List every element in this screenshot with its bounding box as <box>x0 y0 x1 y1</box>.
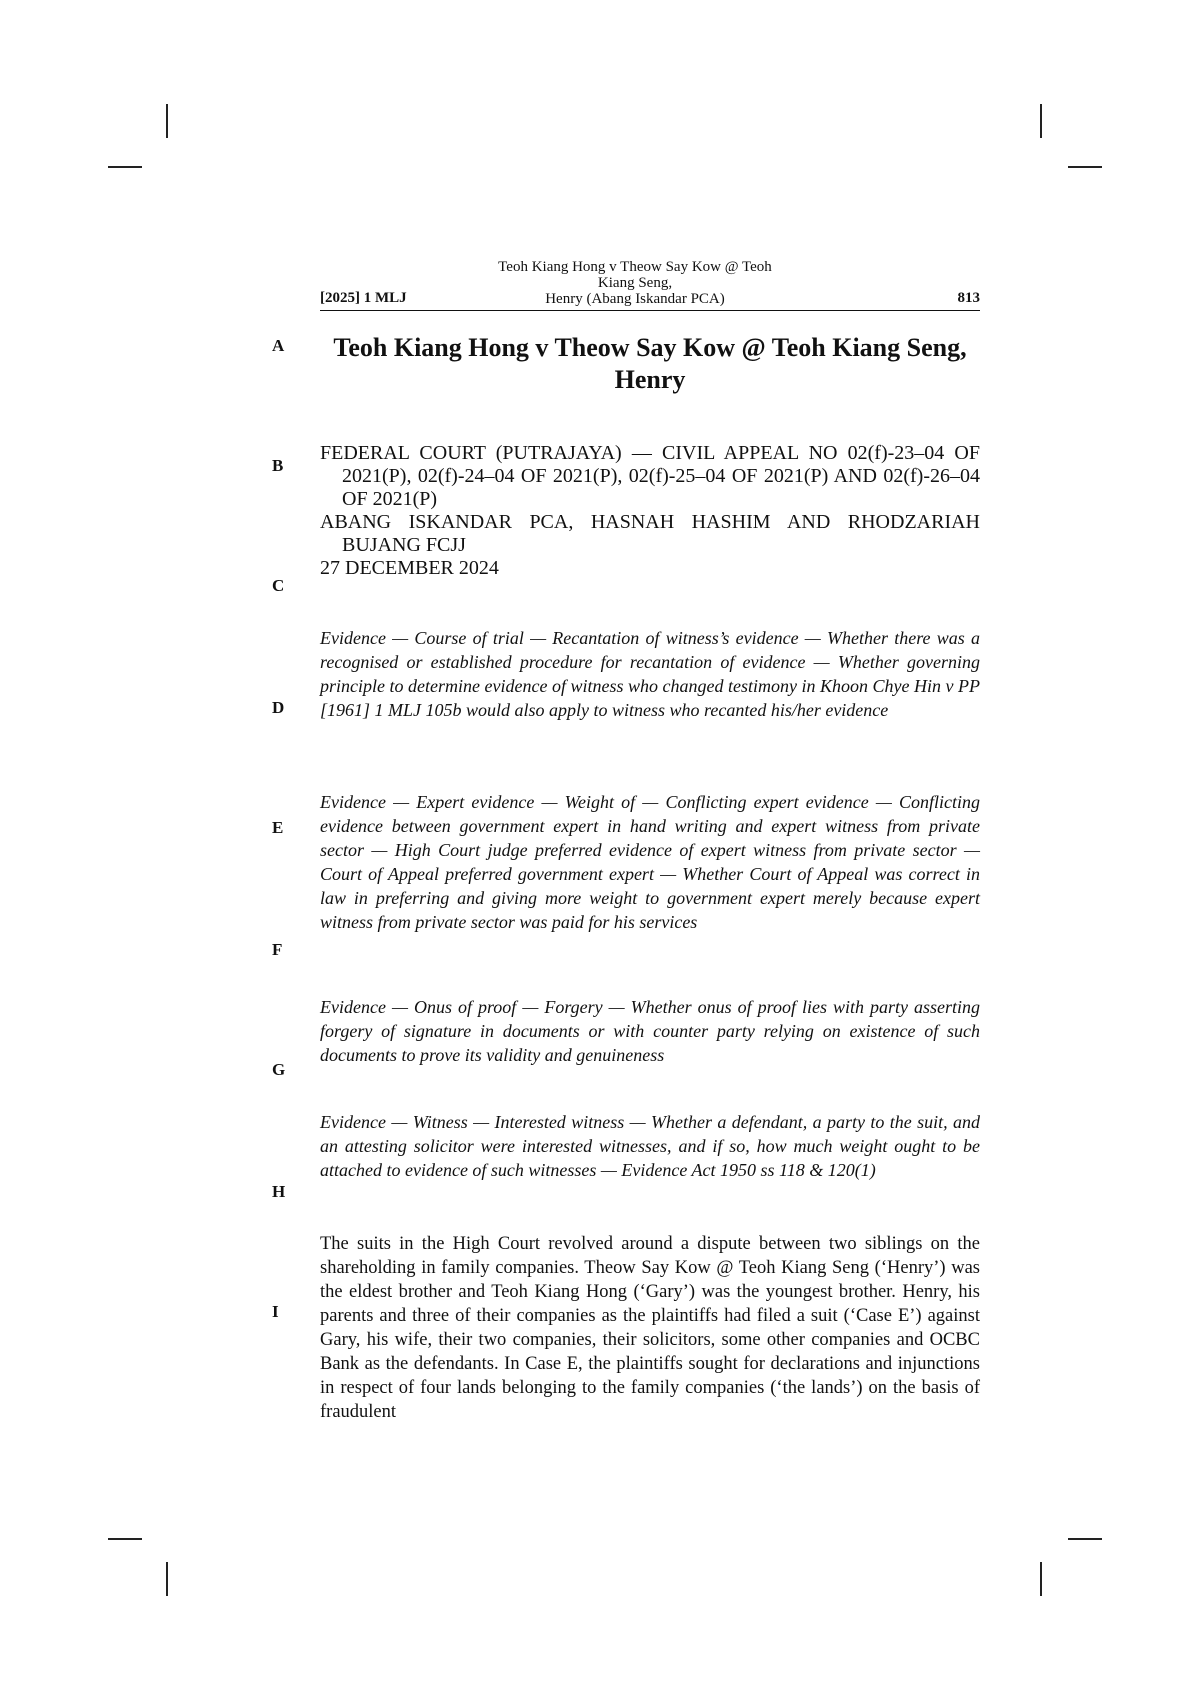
crop-mark <box>1040 1562 1042 1596</box>
crop-mark <box>1068 166 1102 168</box>
margin-letter-f: F <box>272 940 283 959</box>
judges: ABANG ISKANDAR PCA, HASNAH HASHIM AND RHODZARIAH BUJANG FCJJ <box>320 511 980 556</box>
court-details <box>320 442 980 580</box>
crop-mark <box>1068 1538 1102 1540</box>
headnote-paragraph: The suits in the High Court revolved around a dispute between two siblings on the shareholding in family companies. Theow Say Kow @ Teoh Kiang Seng (‘Henry’) was the eldest brother and Teoh Kiang Hong (‘Gary’) was the youngest brother. Henry, his parents and three of their companies as the plaintiffs had filed a suit (‘Case E’) against Gary, his wife, their two companies, their solicitors, some other companies and OCBC Bank as the defendants. In Case E, the plaintiffs sought for declarations and injunctions in respect of four lands belonging to the family companies (‘the lands’) on the basis of fraudulent <box>320 1234 980 1422</box>
appeal-number: FEDERAL COURT (PUTRAJAYA) — CIVIL APPEAL NO 02(f)-23–04 OF 2021(P), 02(f)-24–04 OF 2021(P), 02(f)-25–04 OF 2021(P) AND 02(f)-26–04 OF 2021(P) <box>320 442 980 510</box>
crop-mark <box>166 104 168 138</box>
crop-mark <box>108 166 142 168</box>
case-short-title-line2: Henry (Abang Iskandar PCA) <box>545 291 725 307</box>
crop-mark <box>1040 104 1042 138</box>
margin-letter-e: E <box>272 818 284 837</box>
case-title: Teoh Kiang Hong v Theow Say Kow @ Teoh Kiang Seng, Henry <box>333 333 967 394</box>
running-header <box>320 259 980 311</box>
catchword-paragraph: Evidence — Onus of proof — Forgery — Whether onus of proof lies with party asserting forgery of signature in documents or with counter party relying on existence of such documents to prove its validity and genuineness <box>320 997 980 1065</box>
margin-letter-g: G <box>272 1060 286 1079</box>
margin-letter-h: H <box>272 1182 286 1201</box>
crop-mark <box>108 1538 142 1540</box>
margin-letter-d: D <box>272 698 285 717</box>
margin-letter-c: C <box>272 576 285 595</box>
case-short-title <box>480 259 790 307</box>
catchword-paragraph: Evidence — Expert evidence — Weight of — Conflicting expert evidence — Conflicting evidence between government expert in hand writing and expert witness from private sector — High Court judge preferred evidence of expert witness from private sector — Court of Appeal preferred government expert — Whether Court of Appeal was correct in law in preferring and giving more weight to government expert merely because expert witness from private sector was paid for his services <box>320 792 980 932</box>
report-citation: [2025] 1 MLJ <box>320 290 407 306</box>
case-short-title-line1: Teoh Kiang Hong v Theow Say Kow @ Teoh Kiang Seng, <box>498 259 772 291</box>
crop-mark <box>166 1562 168 1596</box>
margin-letter-b: B <box>272 456 284 475</box>
page-number: 813 <box>957 290 980 306</box>
catchword-paragraph: Evidence — Witness — Interested witness — Whether a defendant, a party to the suit, and an attesting solicitor were interested witnesses, and if so, how much weight ought to be attached to evidence of such witnesses — Evidence Act 1950 ss 118 & 120(1) <box>320 1112 980 1180</box>
judgment-date: 27 DECEMBER 2024 <box>320 557 499 579</box>
catchword-paragraph: Evidence — Course of trial — Recantation of witness’s evidence — Whether there was a recognised or established procedure for recantation of evidence — Whether governing principle to determine evidence of witness who changed testimony in Khoon Chye Hin v PP [1961] 1 MLJ 105b would also apply to witness who recanted his/her evidence <box>320 628 980 720</box>
margin-letter-a: A <box>272 336 285 355</box>
margin-letter-i: I <box>272 1302 279 1321</box>
